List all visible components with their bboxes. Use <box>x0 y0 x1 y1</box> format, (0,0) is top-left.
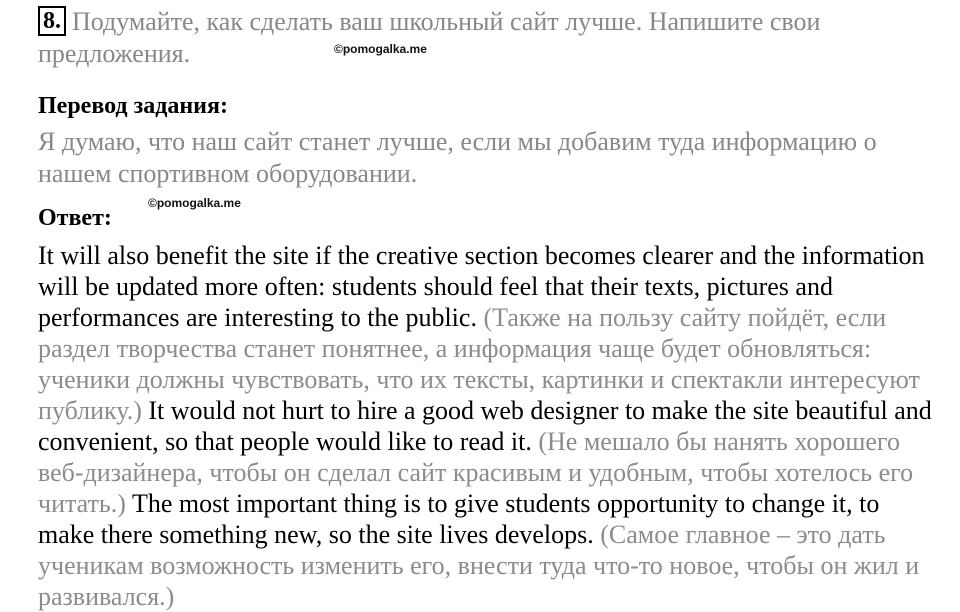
answer-text <box>38 240 938 612</box>
watermark-2: ©pomogalka.me <box>148 196 241 210</box>
translation-heading: Перевод задания: <box>38 93 228 119</box>
answer-english-2: It would not hurt to hire a good web designer to make the site beautiful and convenient, so that people would like to read it. <box>38 396 932 456</box>
answer-english-1: It will also benefit the site if the creative section becomes clearer and the information will be updated more often: students should feel that their texts, pictures and performances are interesting to the public. <box>38 241 925 332</box>
document-page <box>38 0 938 612</box>
watermark: ©pomogalka.me <box>334 42 427 56</box>
answer-russian-1: (Также на пользу сайту пойдёт, если раздел творчества станет понятнее, а информация чаще будет обновляться: ученики должны чувствовать, что их тексты, картинки и спектакли интересуют публику.) <box>38 303 920 425</box>
answer-russian-2: (Не мешало бы нанять хорошего веб-дизайнера, чтобы он сделал сайт красивым и удобным, чтобы хотелось его читать.) <box>38 427 914 518</box>
answer-heading: Ответ: <box>38 205 112 231</box>
task-statement <box>38 6 938 70</box>
translation-text: Я думаю, что наш сайт станет лучше, если мы добавим туда информацию о нашем спортивном оборудовании. <box>38 127 877 188</box>
answer-russian-3: (Самое главное – это дать ученикам возможность изменить его, внести туда что-то новое, чтобы он жил и развивался.) <box>38 520 920 611</box>
task-number: 8. <box>38 6 66 36</box>
task-text: Подумайте, как сделать ваш школьный сайт лучше. Напишите свои предложения. <box>38 7 821 68</box>
answer-english-3: The most important thing is to give students opportunity to change it, to make there something new, so the site lives develops. <box>38 489 880 549</box>
